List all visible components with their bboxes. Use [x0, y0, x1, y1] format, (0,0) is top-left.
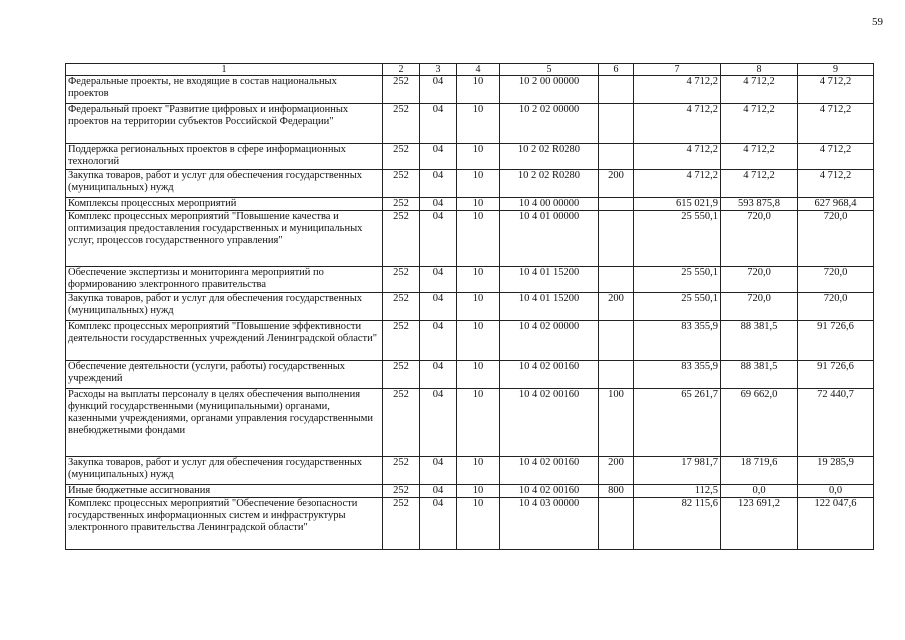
cell-col-8: 720,0	[721, 293, 798, 321]
cell-col-2: 252	[383, 267, 420, 293]
page-number: 59	[872, 16, 883, 28]
table-row	[66, 485, 874, 498]
row-name: Закупка товаров, работ и услуг для обеспечения государственных (муниципальных) нужд	[66, 170, 383, 198]
column-header: 6	[599, 64, 634, 76]
cell-col-4: 10	[457, 321, 500, 361]
cell-col-6	[599, 321, 634, 361]
cell-col-8: 88 381,5	[721, 321, 798, 361]
cell-col-4: 10	[457, 76, 500, 104]
cell-col-3: 04	[420, 485, 457, 498]
cell-col-6	[599, 198, 634, 211]
table-row	[66, 104, 874, 144]
cell-col-3: 04	[420, 293, 457, 321]
row-name: Обеспечение деятельности (услуги, работы) государственных учреждений	[66, 361, 383, 389]
cell-col-5: 10 2 02 R0280	[500, 144, 599, 170]
cell-col-4: 10	[457, 361, 500, 389]
cell-col-2: 252	[383, 485, 420, 498]
cell-col-3: 04	[420, 104, 457, 144]
table-row	[66, 170, 874, 198]
row-name: Расходы на выплаты персоналу в целях обеспечения выполнения функций государственными (муниципальными) органами, казенными учреждениями, органами управления государственными внебюджетными фондами	[66, 389, 383, 457]
cell-col-3: 04	[420, 267, 457, 293]
cell-col-6: 200	[599, 457, 634, 485]
row-name: Закупка товаров, работ и услуг для обеспечения государственных (муниципальных) нужд	[66, 293, 383, 321]
table-row	[66, 389, 874, 457]
cell-col-9: 91 726,6	[798, 321, 874, 361]
column-header: 3	[420, 64, 457, 76]
cell-col-7: 65 261,7	[634, 389, 721, 457]
row-name: Обеспечение экспертизы и мониторинга мероприятий по формированию электронного правительства	[66, 267, 383, 293]
cell-col-8: 4 712,2	[721, 144, 798, 170]
cell-col-5: 10 2 00 00000	[500, 76, 599, 104]
cell-col-9: 720,0	[798, 211, 874, 267]
cell-col-6: 200	[599, 293, 634, 321]
cell-col-7: 83 355,9	[634, 321, 721, 361]
cell-col-8: 720,0	[721, 267, 798, 293]
cell-col-2: 252	[383, 198, 420, 211]
cell-col-6	[599, 144, 634, 170]
cell-col-6	[599, 211, 634, 267]
column-header: 9	[798, 64, 874, 76]
cell-col-2: 252	[383, 211, 420, 267]
cell-col-3: 04	[420, 321, 457, 361]
table-row	[66, 267, 874, 293]
cell-col-9: 0,0	[798, 485, 874, 498]
cell-col-7: 25 550,1	[634, 211, 721, 267]
cell-col-7: 25 550,1	[634, 267, 721, 293]
cell-col-9: 627 968,4	[798, 198, 874, 211]
cell-col-8: 18 719,6	[721, 457, 798, 485]
cell-col-4: 10	[457, 170, 500, 198]
cell-col-4: 10	[457, 293, 500, 321]
cell-col-5: 10 4 02 00000	[500, 321, 599, 361]
cell-col-2: 252	[383, 498, 420, 550]
table-row	[66, 76, 874, 104]
cell-col-4: 10	[457, 457, 500, 485]
cell-col-5: 10 4 02 00160	[500, 361, 599, 389]
header-row	[66, 64, 874, 76]
cell-col-6	[599, 267, 634, 293]
row-name: Федеральный проект "Развитие цифровых и информационных проектов на территории субъектов Российской Федерации"	[66, 104, 383, 144]
table-row	[66, 198, 874, 211]
cell-col-6: 200	[599, 170, 634, 198]
cell-col-4: 10	[457, 267, 500, 293]
cell-col-7: 4 712,2	[634, 76, 721, 104]
cell-col-9: 4 712,2	[798, 144, 874, 170]
table-row	[66, 361, 874, 389]
cell-col-6	[599, 104, 634, 144]
cell-col-6: 100	[599, 389, 634, 457]
row-name: Комплекс процессных мероприятий "Повышение эффективности деятельности государственных учреждений Ленинградской области"	[66, 321, 383, 361]
cell-col-4: 10	[457, 144, 500, 170]
cell-col-8: 88 381,5	[721, 361, 798, 389]
cell-col-8: 4 712,2	[721, 170, 798, 198]
budget-table	[65, 63, 874, 550]
cell-col-5: 10 2 02 00000	[500, 104, 599, 144]
cell-col-6: 800	[599, 485, 634, 498]
cell-col-9: 4 712,2	[798, 76, 874, 104]
cell-col-7: 83 355,9	[634, 361, 721, 389]
cell-col-7: 4 712,2	[634, 104, 721, 144]
cell-col-9: 4 712,2	[798, 104, 874, 144]
cell-col-7: 112,5	[634, 485, 721, 498]
cell-col-9: 720,0	[798, 293, 874, 321]
row-name: Комплекс процессных мероприятий "Обеспечение безопасности государственных информационных систем и инфраструктуры электронного правительства Ленинградской области"	[66, 498, 383, 550]
table-row	[66, 293, 874, 321]
cell-col-2: 252	[383, 389, 420, 457]
cell-col-2: 252	[383, 170, 420, 198]
row-name: Закупка товаров, работ и услуг для обеспечения государственных (муниципальных) нужд	[66, 457, 383, 485]
column-header: 7	[634, 64, 721, 76]
cell-col-3: 04	[420, 144, 457, 170]
row-name: Поддержка региональных проектов в сфере информационных технологий	[66, 144, 383, 170]
cell-col-9: 19 285,9	[798, 457, 874, 485]
cell-col-8: 4 712,2	[721, 104, 798, 144]
cell-col-2: 252	[383, 104, 420, 144]
cell-col-3: 04	[420, 211, 457, 267]
cell-col-2: 252	[383, 457, 420, 485]
cell-col-5: 10 4 02 00160	[500, 389, 599, 457]
cell-col-7: 82 115,6	[634, 498, 721, 550]
row-name: Комплекс процессных мероприятий "Повышение качества и оптимизация предоставления государственных и муниципальных услуг, процессов государственного управления"	[66, 211, 383, 267]
row-name: Федеральные проекты, не входящие в состав национальных проектов	[66, 76, 383, 104]
cell-col-7: 25 550,1	[634, 293, 721, 321]
cell-col-7: 615 021,9	[634, 198, 721, 211]
cell-col-6	[599, 498, 634, 550]
cell-col-4: 10	[457, 498, 500, 550]
cell-col-8: 69 662,0	[721, 389, 798, 457]
cell-col-4: 10	[457, 198, 500, 211]
cell-col-3: 04	[420, 498, 457, 550]
cell-col-5: 10 2 02 R0280	[500, 170, 599, 198]
cell-col-2: 252	[383, 144, 420, 170]
cell-col-5: 10 4 02 00160	[500, 457, 599, 485]
cell-col-3: 04	[420, 389, 457, 457]
cell-col-4: 10	[457, 104, 500, 144]
cell-col-5: 10 4 01 15200	[500, 267, 599, 293]
cell-col-3: 04	[420, 170, 457, 198]
cell-col-8: 720,0	[721, 211, 798, 267]
cell-col-5: 10 4 02 00160	[500, 485, 599, 498]
column-header: 8	[721, 64, 798, 76]
table-row	[66, 457, 874, 485]
cell-col-8: 0,0	[721, 485, 798, 498]
table-row	[66, 321, 874, 361]
cell-col-7: 4 712,2	[634, 144, 721, 170]
cell-col-8: 123 691,2	[721, 498, 798, 550]
row-name: Иные бюджетные ассигнования	[66, 485, 383, 498]
cell-col-3: 04	[420, 198, 457, 211]
row-name: Комплексы процессных мероприятий	[66, 198, 383, 211]
cell-col-7: 17 981,7	[634, 457, 721, 485]
cell-col-8: 593 875,8	[721, 198, 798, 211]
cell-col-2: 252	[383, 321, 420, 361]
cell-col-5: 10 4 00 00000	[500, 198, 599, 211]
cell-col-2: 252	[383, 293, 420, 321]
cell-col-4: 10	[457, 389, 500, 457]
cell-col-3: 04	[420, 457, 457, 485]
cell-col-8: 4 712,2	[721, 76, 798, 104]
cell-col-5: 10 4 03 00000	[500, 498, 599, 550]
cell-col-3: 04	[420, 361, 457, 389]
cell-col-3: 04	[420, 76, 457, 104]
cell-col-6	[599, 361, 634, 389]
table-row	[66, 144, 874, 170]
cell-col-4: 10	[457, 211, 500, 267]
table-row	[66, 498, 874, 550]
cell-col-9: 72 440,7	[798, 389, 874, 457]
cell-col-4: 10	[457, 485, 500, 498]
cell-col-5: 10 4 01 15200	[500, 293, 599, 321]
column-header: 2	[383, 64, 420, 76]
cell-col-9: 91 726,6	[798, 361, 874, 389]
column-header: 5	[500, 64, 599, 76]
cell-col-5: 10 4 01 00000	[500, 211, 599, 267]
cell-col-9: 122 047,6	[798, 498, 874, 550]
column-header: 4	[457, 64, 500, 76]
table-row	[66, 211, 874, 267]
cell-col-9: 720,0	[798, 267, 874, 293]
cell-col-2: 252	[383, 76, 420, 104]
cell-col-7: 4 712,2	[634, 170, 721, 198]
cell-col-9: 4 712,2	[798, 170, 874, 198]
cell-col-2: 252	[383, 361, 420, 389]
column-header: 1	[66, 64, 383, 76]
cell-col-6	[599, 76, 634, 104]
